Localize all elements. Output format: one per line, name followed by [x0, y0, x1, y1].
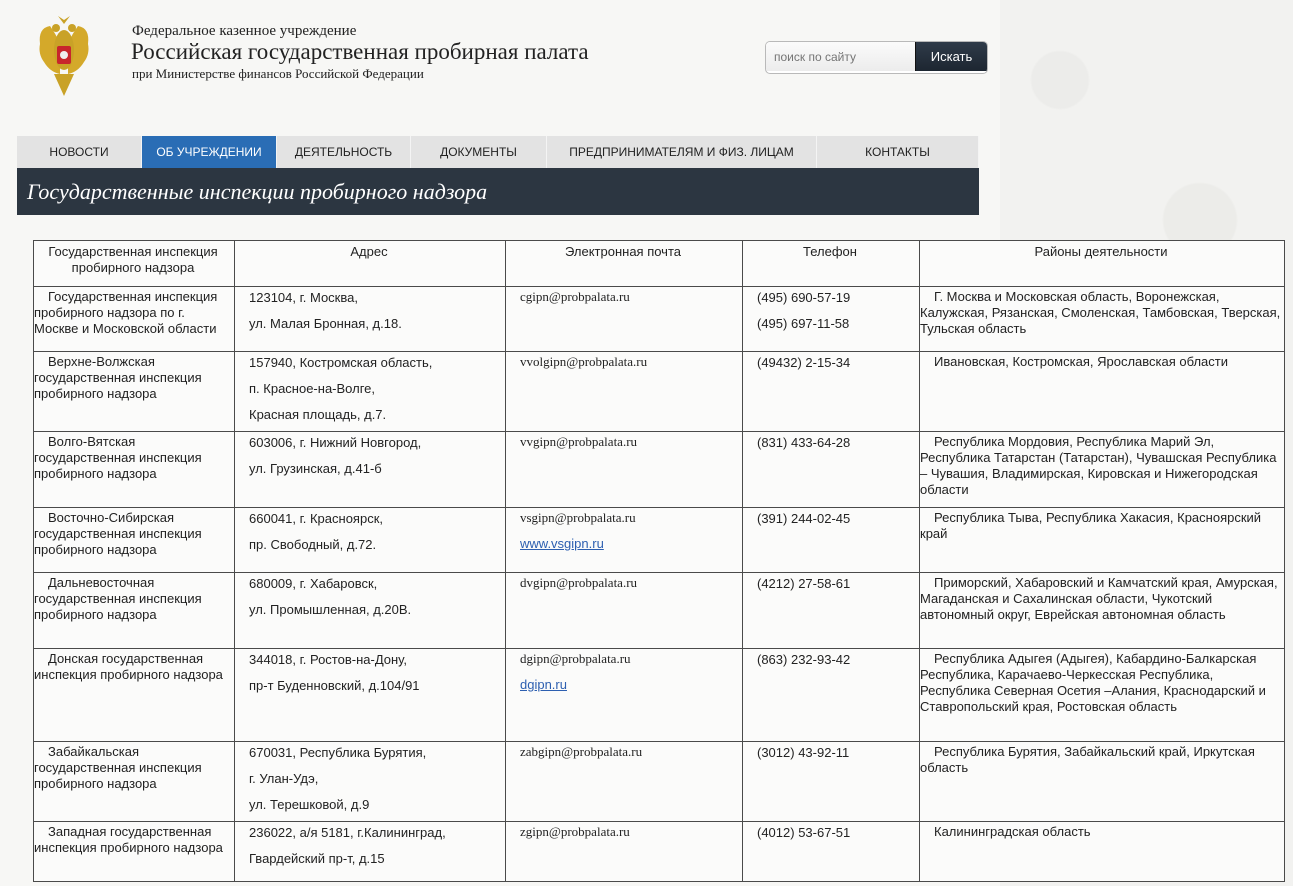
col-header-email: Электронная почта	[506, 241, 743, 287]
cell-inspection-name	[34, 287, 235, 352]
phone-number: (831) 433-64-28	[757, 435, 851, 450]
cell-address	[235, 508, 506, 573]
inspection-name: Западная государственная инспекция пробирного надзора	[34, 824, 223, 855]
address-line: 157940, Костромская область,	[249, 355, 433, 370]
cell-address	[235, 352, 506, 432]
cell-phone	[743, 742, 920, 822]
cell-address	[235, 742, 506, 822]
address-line: пр-т Буденновский, д.104/91	[249, 678, 420, 693]
col-header-phone: Телефон	[743, 241, 920, 287]
cell-email	[506, 649, 743, 742]
nav-activity[interactable]: ДЕЯТЕЛЬНОСТЬ	[277, 136, 411, 168]
cell-email	[506, 822, 743, 882]
table-row	[34, 742, 1285, 822]
phone-number: (49432) 2-15-34	[757, 355, 851, 370]
address-line: 680009, г. Хабаровск,	[249, 576, 378, 591]
email-address[interactable]: zabgipn@probpalata.ru	[520, 744, 643, 759]
cell-inspection-name	[34, 573, 235, 649]
address-line: 660041, г. Красноярск,	[249, 511, 383, 526]
cell-email	[506, 573, 743, 649]
cell-regions	[920, 822, 1285, 882]
nav-contacts[interactable]: КОНТАКТЫ	[817, 136, 979, 168]
search-input[interactable]	[766, 42, 920, 71]
inspection-name: Верхне-Волжская государственная инспекция пробирного надзора	[34, 354, 202, 401]
cell-email	[506, 432, 743, 508]
coat-of-arms-icon	[36, 14, 92, 102]
inspections-table	[33, 240, 1285, 882]
phone-number: (4212) 27-58-61	[757, 576, 851, 591]
phone-number: (495) 690-57-19	[757, 290, 851, 305]
cell-address	[235, 287, 506, 352]
cell-phone	[743, 287, 920, 352]
address-line: Гвардейский пр-т, д.15	[249, 851, 385, 866]
address-line: 344018, г. Ростов-на-Дону,	[249, 652, 407, 667]
cell-inspection-name	[34, 742, 235, 822]
cell-inspection-name	[34, 432, 235, 508]
cell-regions	[920, 287, 1285, 352]
table-row	[34, 649, 1285, 742]
cell-address	[235, 573, 506, 649]
regions-text: Республика Тыва, Республика Хакасия, Красноярский край	[920, 510, 1262, 541]
email-address[interactable]: cgipn@probpalata.ru	[520, 289, 630, 304]
org-name[interactable]: Российская государственная пробирная палата	[131, 39, 589, 64]
cell-email	[506, 508, 743, 573]
inspection-name: Государственная инспекция пробирного надзора по г. Москве и Московской области	[34, 289, 218, 336]
regions-text: Г. Москва и Московская область, Воронежская, Калужская, Рязанская, Смоленская, Тамбовская, Тверская, Тульская область	[920, 289, 1281, 336]
email-address[interactable]: dvgipn@probpalata.ru	[520, 575, 638, 590]
site-header	[0, 0, 1000, 130]
col-header-name: Государственная инспекция пробирного надзора	[34, 241, 235, 287]
page-title: Государственные инспекции пробирного надзора	[27, 179, 488, 204]
table-row	[34, 352, 1285, 432]
phone-number: (495) 697-11-58	[757, 316, 850, 331]
email-address[interactable]: dgipn@probpalata.ru	[520, 651, 631, 666]
cell-inspection-name	[34, 822, 235, 882]
cell-regions	[920, 649, 1285, 742]
cell-email	[506, 742, 743, 822]
phone-number: (391) 244-02-45	[757, 511, 851, 526]
cell-email	[506, 352, 743, 432]
cell-regions	[920, 508, 1285, 573]
cell-phone	[743, 432, 920, 508]
regions-text: Республика Мордовия, Республика Марий Эл, Республика Татарстан (Татарстан), Чувашская Республика – Чувашия, Владимирская, Кировская и Нижегородская области	[920, 434, 1277, 497]
regions-text: Калининградская область	[934, 824, 1091, 839]
cell-address	[235, 649, 506, 742]
regions-text: Ивановская, Костромская, Ярославская области	[934, 354, 1228, 369]
nav-entrepreneurs[interactable]: ПРЕДПРИНИМАТЕЛЯМ И ФИЗ. ЛИЦАМ	[547, 136, 817, 168]
address-line: ул. Малая Бронная, д.18.	[249, 316, 402, 331]
nav-news[interactable]: НОВОСТИ	[17, 136, 142, 168]
address-line: 603006, г. Нижний Новгород,	[249, 435, 422, 450]
phone-number: (3012) 43-92-11	[757, 745, 850, 760]
regions-text: Республика Бурятия, Забайкальский край, Иркутская область	[920, 744, 1255, 775]
address-line: 236022, а/я 5181, г.Калининград,	[249, 825, 446, 840]
cell-regions	[920, 352, 1285, 432]
address-line: ул. Промышленная, д.20В.	[249, 602, 412, 617]
cell-phone	[743, 508, 920, 573]
cell-regions	[920, 432, 1285, 508]
nav-about[interactable]: ОБ УЧРЕЖДЕНИИ	[142, 136, 277, 168]
cell-inspection-name	[34, 649, 235, 742]
inspection-name: Донская государственная инспекция пробирного надзора	[34, 651, 223, 682]
cell-inspection-name	[34, 352, 235, 432]
table-row	[34, 573, 1285, 649]
cell-address	[235, 822, 506, 882]
inspection-name: Дальневосточная государственная инспекция пробирного надзора	[34, 575, 202, 622]
inspection-name: Восточно-Сибирская государственная инспекция пробирного надзора	[34, 510, 202, 557]
table-row	[34, 432, 1285, 508]
address-line: г. Улан-Удэ,	[249, 771, 319, 786]
email-address[interactable]: zgipn@probpalata.ru	[520, 824, 630, 839]
regions-text: Республика Адыгея (Адыгея), Кабардино-Балкарская Республика, Карачаево-Черкесская Республика, Республика Северная Осетия –Алания, Краснодарский и Ставропольский края, Ростовская область	[920, 651, 1266, 714]
cell-phone	[743, 822, 920, 882]
address-line: Красная площадь, д.7.	[249, 407, 387, 422]
search-button[interactable]: Искать	[915, 42, 987, 71]
org-subtitle: при Министерстве финансов Российской Федерации	[132, 66, 424, 81]
regions-text: Приморский, Хабаровский и Камчатский края, Амурская, Магаданская и Сахалинская области, Чукотский автономный округ, Еврейская автономная область	[920, 575, 1278, 622]
cell-email	[506, 287, 743, 352]
nav-documents[interactable]: ДОКУМЕНТЫ	[411, 136, 547, 168]
email-address[interactable]: vsgipn@probpalata.ru	[520, 510, 636, 525]
table-row	[34, 822, 1285, 882]
cell-phone	[743, 649, 920, 742]
cell-regions	[920, 573, 1285, 649]
table-row	[34, 287, 1285, 352]
org-type: Федеральное казенное учреждение	[132, 23, 357, 39]
search-form	[765, 41, 988, 74]
cell-regions	[920, 742, 1285, 822]
cell-phone	[743, 573, 920, 649]
col-header-regions: Районы деятельности	[920, 241, 1285, 287]
address-line: ул. Терешковой, д.9	[249, 797, 370, 812]
website-link[interactable]: www.vsgipn.ru	[520, 536, 604, 551]
address-line: 123104, г. Москва,	[249, 290, 358, 305]
cell-phone	[743, 352, 920, 432]
website-link[interactable]: dgipn.ru	[520, 677, 567, 692]
email-address[interactable]: vvgipn@probpalata.ru	[520, 434, 638, 449]
address-line: ул. Грузинская, д.41-б	[249, 461, 382, 476]
address-line: пр. Свободный, д.72.	[249, 537, 377, 552]
cell-inspection-name	[34, 508, 235, 573]
cell-address	[235, 432, 506, 508]
address-line: 670031, Республика Бурятия,	[249, 745, 427, 760]
address-line: п. Красное-на-Волге,	[249, 381, 376, 396]
main-nav	[17, 136, 979, 168]
table-header-row	[34, 241, 1285, 287]
inspection-name: Волго-Вятская государственная инспекция пробирного надзора	[34, 434, 202, 481]
phone-number: (863) 232-93-42	[757, 652, 851, 667]
col-header-address: Адрес	[235, 241, 506, 287]
phone-number: (4012) 53-67-51	[757, 825, 851, 840]
table-row	[34, 508, 1285, 573]
inspection-name: Забайкальская государственная инспекция пробирного надзора	[34, 744, 202, 791]
email-address[interactable]: vvolgipn@probpalata.ru	[520, 354, 648, 369]
page-title-bar	[17, 168, 979, 215]
